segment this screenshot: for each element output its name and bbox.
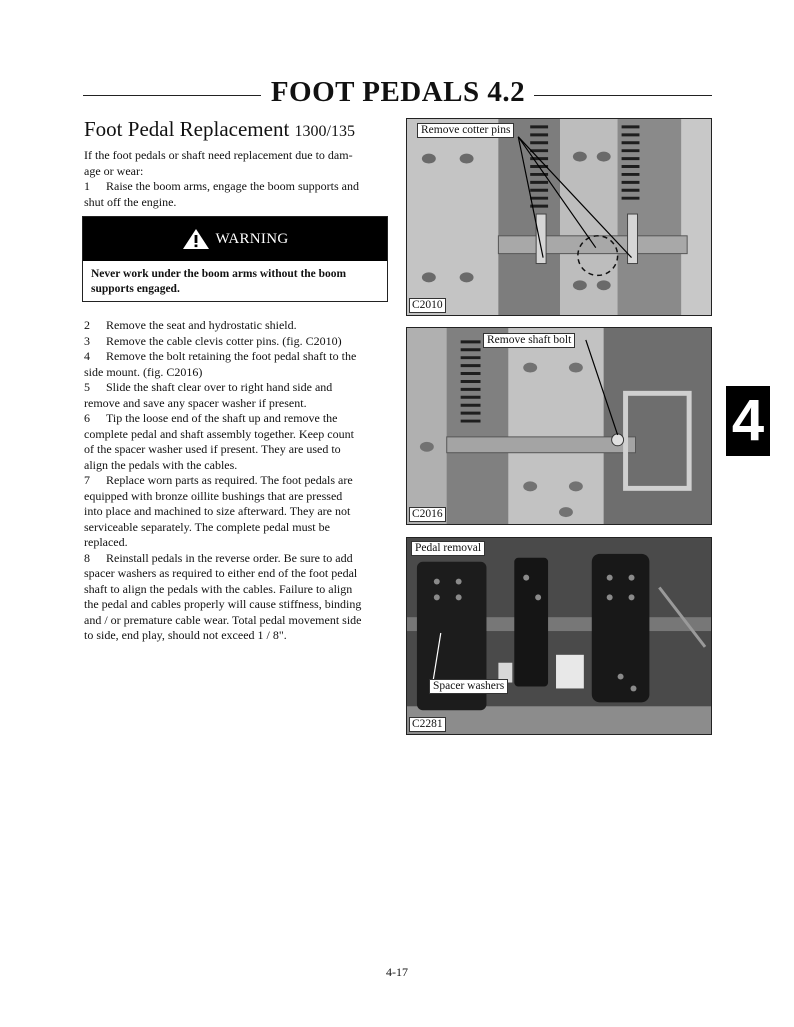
- step-line: side mount. (fig. C2016): [84, 364, 203, 379]
- step-line: 2 Remove the seat and hydrostatic shield.: [84, 318, 297, 332]
- photo-c2010: [406, 118, 712, 316]
- section-title: [84, 116, 394, 145]
- figure-label: Pedal removal: [411, 541, 485, 556]
- photo-c2016-image: [407, 328, 711, 524]
- warning-heading: WARNING: [215, 230, 289, 247]
- figure-label: Remove cotter pins: [417, 123, 514, 138]
- step-line: remove and save any spacer washer if present.: [84, 395, 307, 410]
- step-number: 1: [84, 179, 90, 193]
- figure-id: C2010: [409, 298, 446, 313]
- intro-line: age or wear:: [84, 163, 144, 178]
- photo-c2010-image: [407, 119, 711, 315]
- step-line: align the pedals with the cables.: [84, 457, 238, 472]
- warning-line: supports engaged.: [91, 283, 180, 295]
- step-1-line: 1 Raise the boom arms, engage the boom supports and: [84, 179, 359, 193]
- page-number: 4-17: [386, 965, 408, 979]
- step-line: shaft to align the pedals with the cables. Failure to align: [84, 581, 353, 596]
- step-line: into place and machined to size afterward. They are not: [84, 504, 351, 518]
- section-title-text: Foot Pedal Replacement: [84, 117, 290, 141]
- figure-id: C2281: [409, 717, 446, 732]
- figure-label: Remove shaft bolt: [483, 333, 575, 348]
- header-rule-left: [83, 95, 261, 96]
- warning-box: [82, 216, 388, 302]
- step-line: equipped with bronze oillite bushings that are pressed: [84, 488, 343, 503]
- figure-label-secondary: Spacer washers: [429, 679, 508, 694]
- step-1-line: shut off the engine.: [84, 194, 177, 209]
- chapter-tab: 4: [726, 386, 770, 456]
- intro-text: [84, 148, 390, 210]
- intro-line: If the foot pedals or shaft need replacement due to dam-: [84, 148, 353, 162]
- step-line: and / or premature cable wear. Total pedal movement side: [84, 612, 362, 627]
- step-line: of the spacer washer used if present. They are used to: [84, 442, 341, 456]
- chapter-title: FOOT PEDALS 4.2: [270, 76, 526, 108]
- step-line: replaced.: [84, 535, 128, 549]
- photo-c2016: [406, 327, 712, 525]
- warning-line: Never work under the boom arms without the boom: [91, 268, 347, 280]
- step-line: to side, end play, should not exceed 1 / 8".: [84, 628, 287, 642]
- step-line: 4 Remove the bolt retaining the foot pedal shaft to the: [84, 349, 357, 363]
- section-model: 1300/135: [294, 123, 355, 140]
- warning-header: [83, 217, 387, 261]
- steps-text: [84, 318, 390, 644]
- warning-triangle-icon: [182, 228, 210, 250]
- figure-id: C2016: [409, 507, 446, 522]
- step-line: spacer washers as required to either end of the foot pedal: [84, 566, 358, 580]
- step-line: 8 Reinstall pedals in the reverse order. Be sure to add: [84, 550, 353, 565]
- step-line: 7 Replace worn parts as required. The foot pedals are: [84, 473, 353, 487]
- step-line: serviceable separately. The complete pedal must be: [84, 519, 330, 534]
- photo-c2281-image: [407, 538, 711, 734]
- step-line: 6 Tip the loose end of the shaft up and remove the: [84, 411, 338, 425]
- warning-body: [83, 261, 387, 297]
- step-line: complete pedal and shaft assembly together. Keep count: [84, 426, 354, 441]
- step-line: the pedal and cables properly will cause stiffness, binding: [84, 597, 362, 611]
- step-line: 3 Remove the cable clevis cotter pins. (fig. C2010): [84, 333, 342, 348]
- step-line: 5 Slide the shaft clear over to right hand side and: [84, 380, 333, 394]
- photo-c2281: [406, 537, 712, 735]
- header-rule-right: [534, 95, 712, 96]
